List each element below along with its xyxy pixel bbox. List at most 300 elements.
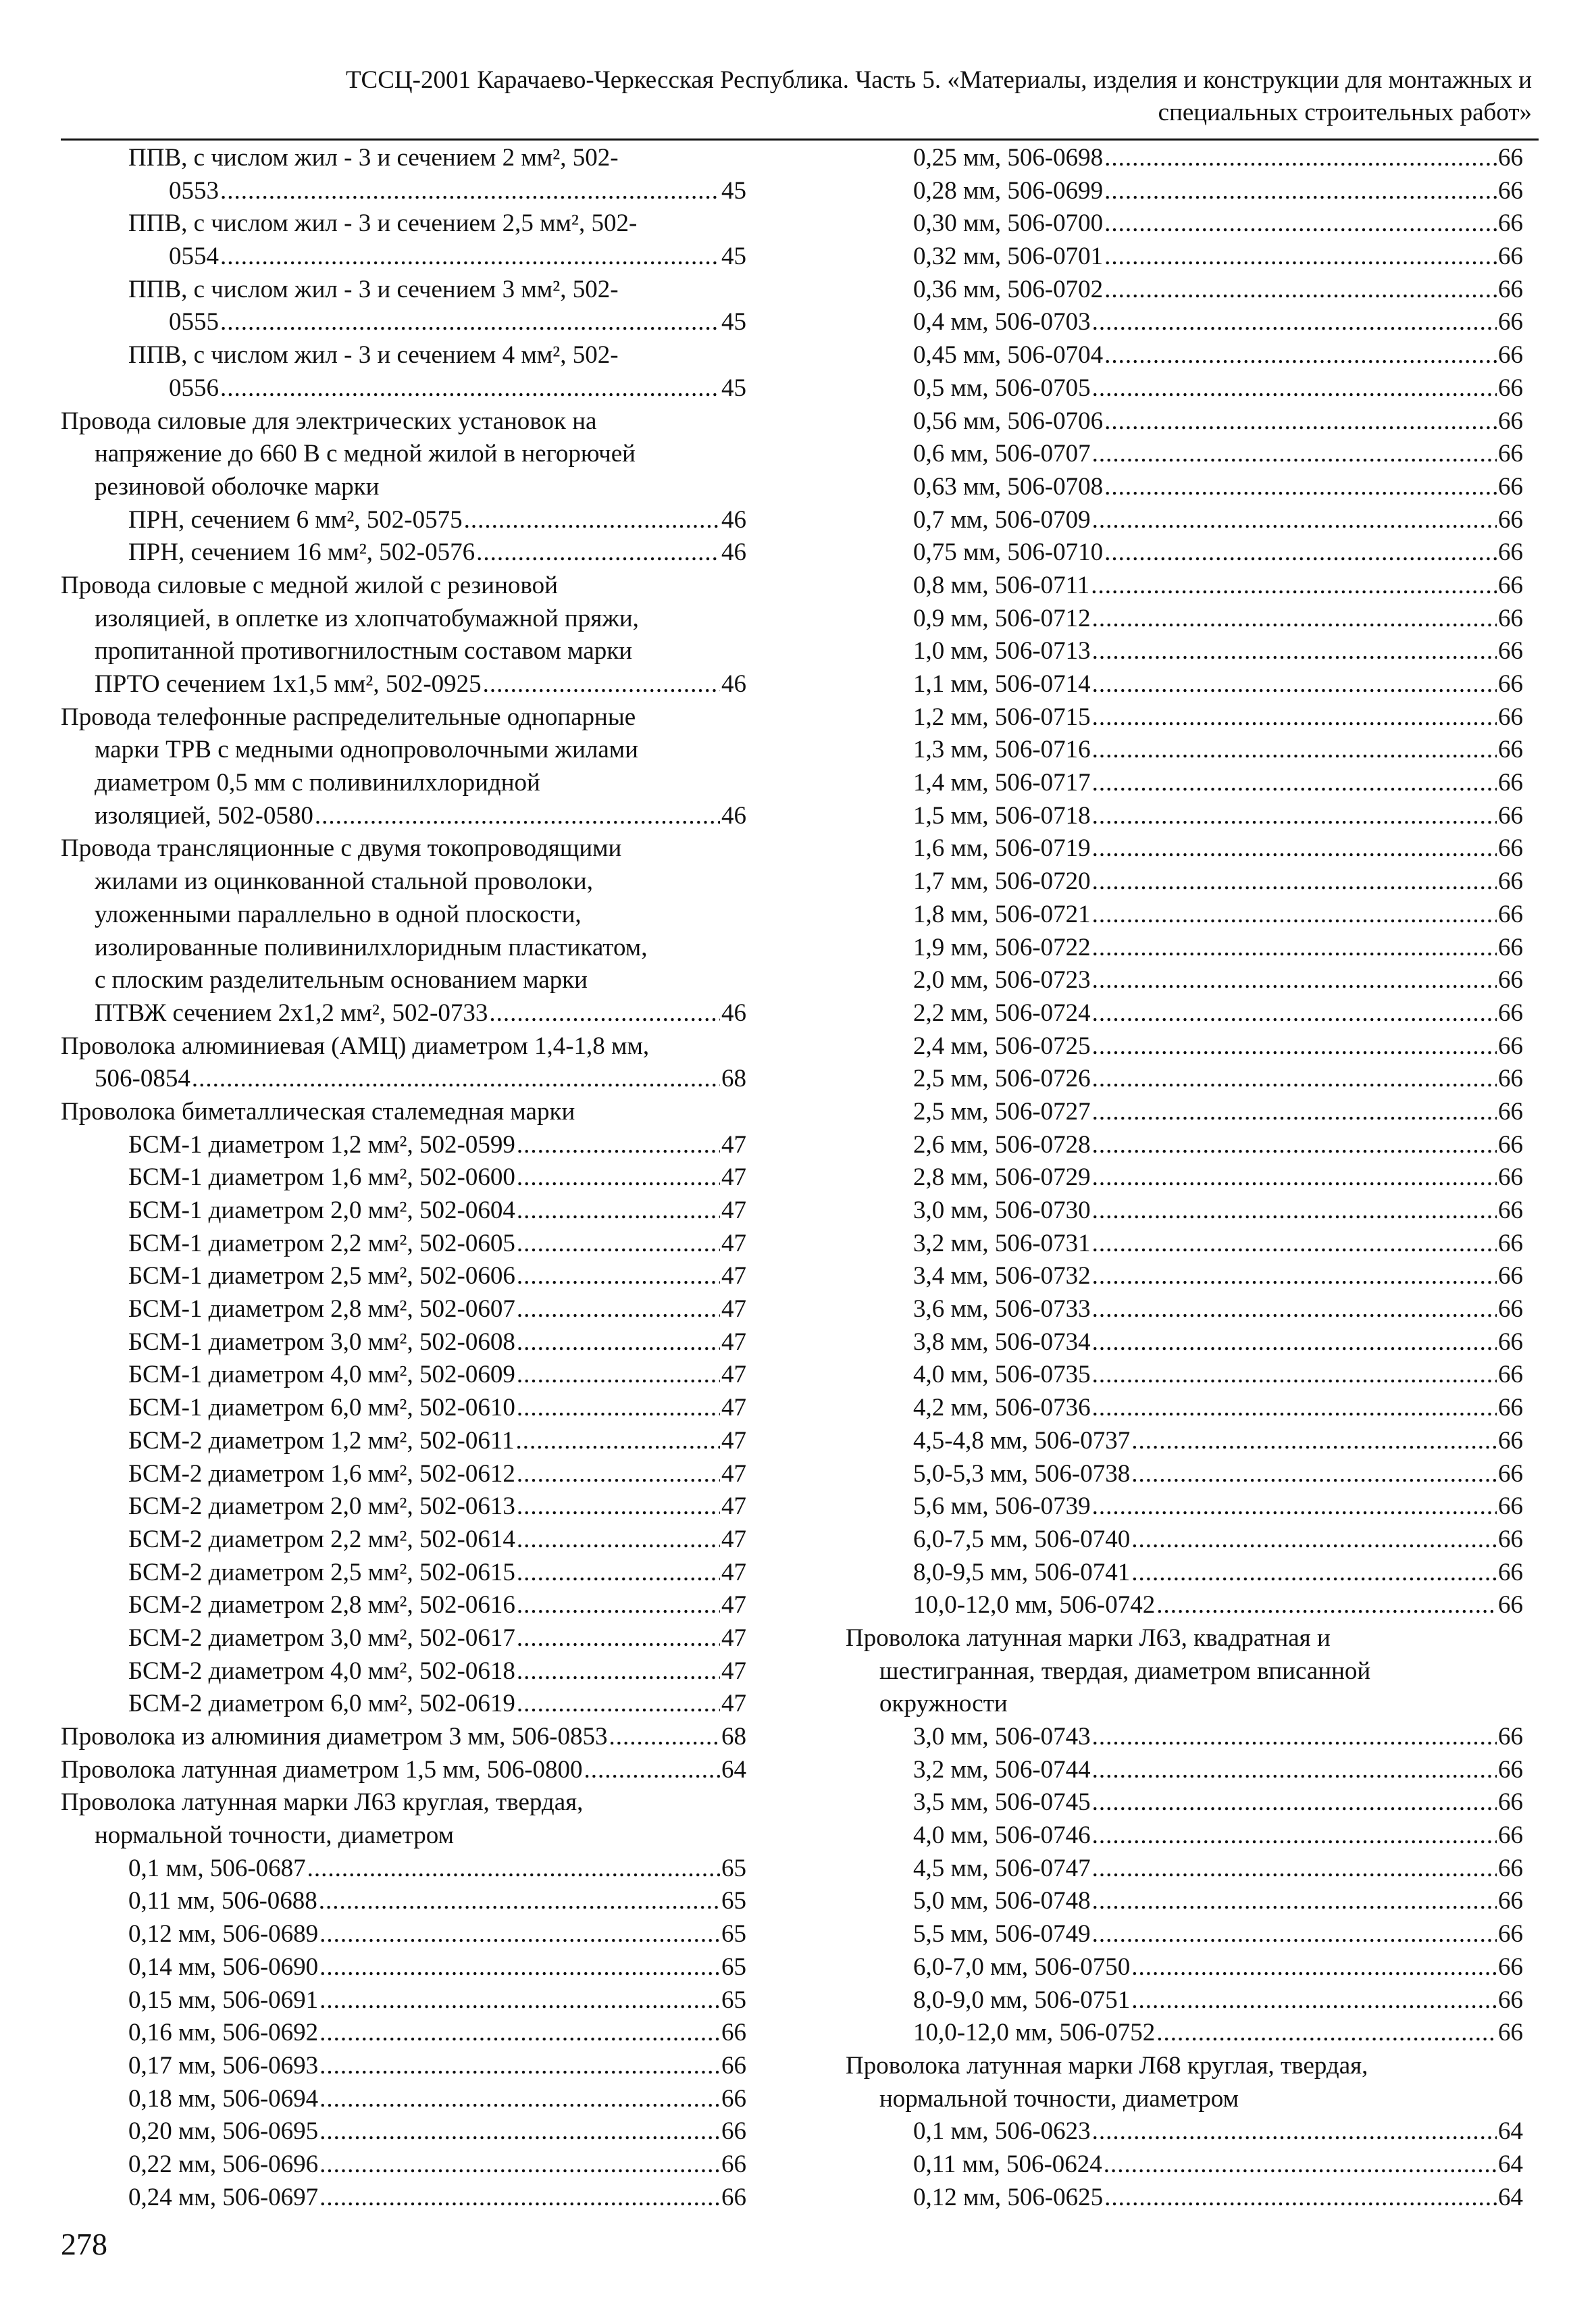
index-entry-page: 65 xyxy=(721,1887,746,1915)
index-entry-page: 66 xyxy=(721,2150,746,2178)
index-entry-page: 47 xyxy=(721,1558,746,1586)
index-entry-text: 10,0-12,0 мм, 506-0752 xyxy=(913,2019,1156,2047)
index-entry-page: 65 xyxy=(721,1953,746,1981)
index-entry xyxy=(846,1853,1523,1886)
index-entry-page: 66 xyxy=(1498,933,1523,961)
dot-leader xyxy=(1092,1161,1497,1194)
index-entry-page: 66 xyxy=(1498,505,1523,534)
index-entry xyxy=(846,1326,1523,1359)
index-entry-page: 66 xyxy=(1498,1065,1523,1093)
index-entry xyxy=(61,932,746,965)
index-entry-text: 0,16 мм, 506-0692 xyxy=(128,2019,319,2047)
index-entry-page: 66 xyxy=(721,2051,746,2080)
index-entry-page: 47 xyxy=(721,1262,746,1290)
dot-leader xyxy=(1092,865,1497,899)
index-entry xyxy=(61,372,746,405)
index-entry xyxy=(846,438,1523,471)
index-entry-text: диаметром 0,5 мм с поливинилхлоридной xyxy=(95,769,540,797)
index-entry xyxy=(846,767,1523,800)
index-entry-page: 66 xyxy=(1498,176,1523,205)
index-entry xyxy=(61,668,746,701)
dot-leader xyxy=(517,1228,720,1261)
index-entry xyxy=(61,1754,746,1787)
dot-leader xyxy=(1092,734,1497,767)
index-entry xyxy=(61,899,746,932)
dot-leader xyxy=(1092,964,1497,997)
index-entry xyxy=(846,504,1523,537)
index-entry-text: 0,28 мм, 506-0699 xyxy=(913,176,1104,205)
index-entry-page: 66 xyxy=(1498,703,1523,731)
index-entry xyxy=(846,1096,1523,1129)
index-entry-text: 0,1 мм, 506-0623 xyxy=(913,2117,1091,2146)
index-entry-page: 46 xyxy=(721,801,746,830)
index-entry xyxy=(61,2115,746,2148)
index-entry xyxy=(846,1721,1523,1754)
index-entry-page: 47 xyxy=(721,1197,746,1224)
index-entry xyxy=(61,767,746,800)
index-entry-page: 66 xyxy=(1498,604,1523,632)
index-entry-text: уложенными параллельно в одной плоскости, xyxy=(95,900,582,928)
index-entry-text: Проволока латунная марки Л68 круглая, твердая, xyxy=(846,2051,1368,2080)
dot-leader xyxy=(517,1194,720,1228)
index-entry-page: 66 xyxy=(1498,209,1523,238)
index-entry xyxy=(61,1524,746,1557)
index-entry-text: БСМ-2 диаметром 2,2 мм², 502-0614 xyxy=(128,1525,515,1553)
index-entry xyxy=(846,603,1523,636)
index-entry-text: 0,6 мм, 506-0707 xyxy=(913,440,1091,468)
dot-leader xyxy=(1092,800,1497,833)
index-entry xyxy=(846,1622,1523,1655)
index-entry-text: 0,8 мм, 506-0711 xyxy=(913,571,1090,599)
index-entry-text: 2,5 мм, 506-0727 xyxy=(913,1097,1091,1126)
index-entry-text: 2,0 мм, 506-0723 xyxy=(913,966,1091,995)
index-entry-text: Проволока биметаллическая сталемедная марки xyxy=(61,1097,575,1126)
index-entry-text: 3,8 мм, 506-0734 xyxy=(913,1328,1091,1356)
index-entry-text: БСМ-1 диаметром 2,8 мм², 502-0607 xyxy=(128,1295,515,1324)
index-entry-text: пропитанной противогнилостным составом марки xyxy=(95,637,633,665)
index-entry-page: 66 xyxy=(1498,2019,1523,2047)
index-entry-text: 0,56 мм, 506-0706 xyxy=(913,407,1104,435)
index-entry-text: 0554 xyxy=(169,243,219,271)
index-entry-text: 0,11 мм, 506-0688 xyxy=(128,1887,317,1915)
index-entry xyxy=(846,1984,1523,2017)
index-entry xyxy=(846,2083,1523,2116)
dot-leader xyxy=(1104,2182,1497,2215)
dot-leader xyxy=(1104,142,1497,175)
index-entry-page: 47 xyxy=(721,1426,746,1455)
index-entry-page: 64 xyxy=(721,1755,746,1784)
index-entry xyxy=(61,536,746,570)
index-entry-text: Провода трансляционные с двумя токопроводящими xyxy=(61,834,622,863)
index-entry-text: 1,9 мм, 506-0722 xyxy=(913,933,1091,961)
index-entry xyxy=(61,207,746,241)
index-entry-page: 45 xyxy=(721,374,746,402)
index-entry xyxy=(61,471,746,504)
index-entry-text: 0,12 мм, 506-0689 xyxy=(128,1920,319,1948)
index-entry-page: 64 xyxy=(1498,2183,1523,2211)
index-entry xyxy=(846,832,1523,865)
dot-leader xyxy=(1092,306,1497,339)
index-entry-page: 66 xyxy=(1498,1854,1523,1882)
index-entry-text: 0,63 мм, 506-0708 xyxy=(913,472,1104,501)
dot-leader xyxy=(515,1425,720,1458)
index-entry-page: 66 xyxy=(1498,374,1523,402)
dot-leader xyxy=(476,536,720,570)
index-entry-text: 1,2 мм, 506-0715 xyxy=(913,703,1091,731)
dot-leader xyxy=(1092,1359,1497,1392)
index-entry-text: 8,0-9,0 мм, 506-0751 xyxy=(913,1986,1131,2014)
index-entry xyxy=(61,2148,746,2182)
index-entry xyxy=(61,1425,746,1458)
index-entry xyxy=(61,1589,746,1622)
dot-leader xyxy=(307,1853,720,1886)
dot-leader xyxy=(1092,1194,1497,1228)
dot-leader xyxy=(1092,932,1497,965)
dot-leader xyxy=(1092,1326,1497,1359)
index-entry xyxy=(846,2115,1523,2148)
index-entry xyxy=(61,1326,746,1359)
index-entry xyxy=(61,997,746,1030)
dot-leader xyxy=(517,1622,720,1655)
index-entry-page: 66 xyxy=(1498,801,1523,830)
index-entry-text: нормальной точности, диаметром xyxy=(95,1821,455,1850)
dot-leader xyxy=(1092,767,1497,800)
index-entry-page: 66 xyxy=(1498,1788,1523,1817)
index-entry-page: 66 xyxy=(1498,1492,1523,1521)
index-entry-page: 66 xyxy=(1498,275,1523,303)
index-entry-text: 3,2 мм, 506-0731 xyxy=(913,1229,1091,1257)
index-entry xyxy=(846,997,1523,1030)
index-entry-page: 45 xyxy=(721,308,746,336)
dot-leader xyxy=(1092,832,1497,865)
dot-leader xyxy=(517,1688,720,1721)
dot-leader xyxy=(517,1557,720,1590)
index-entry-page: 66 xyxy=(1498,341,1523,370)
dot-leader xyxy=(319,2017,720,2050)
index-entry-page: 47 xyxy=(721,1591,746,1619)
index-entry xyxy=(61,306,746,339)
index-entry xyxy=(61,701,746,734)
index-entry-page: 47 xyxy=(721,1624,746,1652)
index-entry-text: 5,6 мм, 506-0739 xyxy=(913,1492,1091,1521)
dot-leader xyxy=(319,1918,720,1951)
dot-leader xyxy=(220,175,720,208)
index-entry xyxy=(846,1951,1523,1984)
index-entry-text: 4,2 мм, 506-0736 xyxy=(913,1394,1091,1422)
index-entry xyxy=(61,2017,746,2050)
index-entry xyxy=(846,1228,1523,1261)
index-entry xyxy=(846,1490,1523,1524)
index-entry xyxy=(61,1622,746,1655)
index-entry xyxy=(61,1819,746,1853)
dot-leader xyxy=(1092,1754,1497,1787)
index-entry-page: 66 xyxy=(1498,308,1523,336)
index-entry-text: 4,0 мм, 506-0735 xyxy=(913,1361,1091,1389)
dot-leader xyxy=(220,372,720,405)
index-entry-page: 66 xyxy=(1498,736,1523,764)
index-entry xyxy=(846,306,1523,339)
index-entry-page: 66 xyxy=(1498,144,1523,172)
index-entry-page: 66 xyxy=(1498,1426,1523,1455)
index-entry xyxy=(61,1557,746,1590)
index-entry xyxy=(61,504,746,537)
index-entry xyxy=(61,2050,746,2083)
index-entry-page: 47 xyxy=(721,1690,746,1718)
dot-leader xyxy=(1092,1063,1497,1096)
index-entry-text: ППВ, с числом жил - 3 и сечением 4 мм², 502- xyxy=(128,341,619,370)
index-entry-text: 0,18 мм, 506-0694 xyxy=(128,2084,319,2113)
index-entry-text: ППВ, с числом жил - 3 и сечением 3 мм², 502- xyxy=(128,275,619,303)
index-entry-text: Проволока алюминиевая (АМЦ) диаметром 1,4-1,8 мм, xyxy=(61,1032,650,1060)
index-entry-page: 47 xyxy=(721,1328,746,1356)
index-entry-text: 8,0-9,5 мм, 506-0741 xyxy=(913,1558,1131,1586)
index-entry xyxy=(846,635,1523,668)
index-entry-text: 0,15 мм, 506-0691 xyxy=(128,1986,319,2014)
dot-leader xyxy=(319,2182,720,2215)
index-entry xyxy=(61,1951,746,1984)
index-entry-text: 5,0 мм, 506-0748 xyxy=(913,1887,1091,1915)
index-entry xyxy=(846,1359,1523,1392)
index-entry xyxy=(846,1754,1523,1787)
index-entry-page: 47 xyxy=(721,1525,746,1553)
index-entry-page: 66 xyxy=(1498,1986,1523,2014)
index-entry-page: 65 xyxy=(721,1986,746,2014)
dot-leader xyxy=(319,2148,720,2182)
index-entry-text: 3,6 мм, 506-0733 xyxy=(913,1295,1091,1324)
dot-leader xyxy=(1092,701,1497,734)
dot-leader xyxy=(483,668,720,701)
index-entry-text: 2,5 мм, 506-0726 xyxy=(913,1065,1091,1093)
index-entry-text: 3,0 мм, 506-0730 xyxy=(913,1197,1091,1224)
index-entry-text: изолированные поливинилхлоридным пластикатом, xyxy=(95,933,648,961)
index-entry xyxy=(846,339,1523,372)
index-entry-page: 47 xyxy=(721,1657,746,1685)
dot-leader xyxy=(1092,1293,1497,1326)
index-entry xyxy=(846,1589,1523,1622)
index-entry-page: 47 xyxy=(721,1130,746,1159)
dot-leader xyxy=(1092,504,1497,537)
dot-leader xyxy=(1092,1853,1497,1886)
index-entry-page: 66 xyxy=(1498,1723,1523,1751)
index-entry xyxy=(846,241,1523,274)
index-entry-page: 46 xyxy=(721,505,746,534)
index-entry-page: 66 xyxy=(1498,1887,1523,1915)
index-entry xyxy=(61,734,746,767)
index-entry-text: шестигранная, твердая, диаметром вписанной xyxy=(879,1657,1371,1685)
dot-leader xyxy=(1131,1458,1497,1491)
index-entry xyxy=(61,142,746,175)
index-entry-text: 1,1 мм, 506-0714 xyxy=(913,670,1091,698)
index-entry-text: 506-0854 xyxy=(95,1065,190,1093)
index-entry xyxy=(61,1194,746,1228)
index-entry xyxy=(846,932,1523,965)
index-entry-page: 66 xyxy=(1498,1525,1523,1553)
index-entry-page: 47 xyxy=(721,1361,746,1389)
index-entry xyxy=(61,1293,746,1326)
index-entry xyxy=(846,405,1523,438)
dot-leader xyxy=(1092,2115,1497,2148)
index-entry-text: БСМ-2 диаметром 2,8 мм², 502-0616 xyxy=(128,1591,515,1619)
dot-leader xyxy=(319,1984,720,2017)
index-entry xyxy=(61,339,746,372)
index-entry-text: 1,7 мм, 506-0720 xyxy=(913,867,1091,896)
index-entry xyxy=(61,1885,746,1918)
dot-leader xyxy=(1156,1589,1497,1622)
index-entry-text: 0,25 мм, 506-0698 xyxy=(913,144,1104,172)
index-entry xyxy=(846,207,1523,241)
dot-leader xyxy=(1092,1129,1497,1162)
index-entry-text: БСМ-2 диаметром 2,5 мм², 502-0615 xyxy=(128,1558,515,1586)
index-entry-page: 68 xyxy=(721,1065,746,1093)
dot-leader xyxy=(517,1524,720,1557)
index-entry xyxy=(846,1392,1523,1425)
index-entry-text: БСМ-2 диаметром 4,0 мм², 502-0618 xyxy=(128,1657,515,1685)
index-entry-page: 66 xyxy=(1498,1361,1523,1389)
index-entry-page: 66 xyxy=(1498,1953,1523,1981)
index-entry-text: изоляцией, 502-0580 xyxy=(95,801,313,830)
dot-leader xyxy=(1092,668,1497,701)
index-entry xyxy=(61,832,746,865)
index-column-left xyxy=(61,142,746,2214)
index-entry xyxy=(846,800,1523,833)
index-entry xyxy=(846,1655,1523,1688)
index-entry-text: ППВ, с числом жил - 3 и сечением 2 мм², 502- xyxy=(128,144,619,172)
index-entry xyxy=(846,2182,1523,2215)
index-entry-text: БСМ-1 диаметром 4,0 мм², 502-0609 xyxy=(128,1361,515,1389)
index-entry-page: 47 xyxy=(721,1492,746,1521)
index-entry-page: 66 xyxy=(1498,407,1523,435)
index-entry xyxy=(846,2017,1523,2050)
index-entry xyxy=(61,1853,746,1886)
index-entry xyxy=(61,1918,746,1951)
index-entry-page: 66 xyxy=(1498,472,1523,501)
index-entry xyxy=(846,701,1523,734)
index-entry-text: 0,45 мм, 506-0704 xyxy=(913,341,1104,370)
index-entry xyxy=(846,1293,1523,1326)
index-entry-text: нормальной точности, диаметром xyxy=(879,2084,1239,2113)
index-entry xyxy=(61,2182,746,2215)
index-entry xyxy=(846,570,1523,603)
dot-leader xyxy=(1131,1557,1497,1590)
dot-leader xyxy=(517,1490,720,1524)
index-entry-page: 66 xyxy=(1498,571,1523,599)
dot-leader xyxy=(517,1589,720,1622)
index-entry-text: 2,2 мм, 506-0724 xyxy=(913,999,1091,1027)
index-entry xyxy=(61,1688,746,1721)
index-entry-text: 1,6 мм, 506-0719 xyxy=(913,834,1091,863)
dot-leader xyxy=(1092,1228,1497,1261)
index-entry xyxy=(61,800,746,833)
index-entry xyxy=(61,241,746,274)
dot-leader xyxy=(319,1951,720,1984)
index-entry-text: БСМ-1 диаметром 2,2 мм², 502-0605 xyxy=(128,1229,515,1257)
index-entry-text: окружности xyxy=(879,1690,1008,1718)
index-entry-page: 66 xyxy=(721,2084,746,2113)
running-header xyxy=(64,64,1532,129)
index-entry-page: 45 xyxy=(721,176,746,205)
index-entry xyxy=(61,1458,746,1491)
index-entry-page: 46 xyxy=(721,999,746,1027)
index-entry-text: 4,5-4,8 мм, 506-0737 xyxy=(913,1426,1131,1455)
index-entry-text: марки ТРВ с медными однопроволочными жилами xyxy=(95,736,638,764)
index-entry xyxy=(846,1425,1523,1458)
dot-leader xyxy=(1092,1786,1497,1819)
index-entry-text: Провода силовые с медной жилой с резиновой xyxy=(61,571,558,599)
index-entry-text: 5,0-5,3 мм, 506-0738 xyxy=(913,1459,1131,1488)
dot-leader xyxy=(1131,1951,1497,1984)
index-entry-text: жилами из оцинкованной стальной проволоки, xyxy=(95,867,593,896)
index-entry xyxy=(846,734,1523,767)
index-entry-text: БСМ-2 диаметром 2,0 мм², 502-0613 xyxy=(128,1492,515,1521)
index-entry-text: БСМ-2 диаметром 3,0 мм², 502-0617 xyxy=(128,1624,515,1652)
index-entry xyxy=(61,405,746,438)
index-entry-page: 66 xyxy=(1498,1130,1523,1159)
index-entry-text: 0,24 мм, 506-0697 xyxy=(128,2183,319,2211)
dot-leader xyxy=(1092,635,1497,668)
dot-leader xyxy=(1131,1425,1497,1458)
dot-leader xyxy=(1092,1819,1497,1853)
index-entry-page: 66 xyxy=(1498,1229,1523,1257)
index-entry-page: 66 xyxy=(721,2183,746,2211)
index-entry-text: Провода силовые для электрических установок на xyxy=(61,407,597,435)
dot-leader xyxy=(517,1458,720,1491)
index-entry-text: 0,4 мм, 506-0703 xyxy=(913,308,1091,336)
dot-leader xyxy=(1104,207,1497,241)
index-entry-page: 65 xyxy=(721,1920,746,1948)
dot-leader xyxy=(489,997,720,1030)
dot-leader xyxy=(517,1129,720,1162)
index-entry xyxy=(61,274,746,307)
dot-leader xyxy=(319,1885,720,1918)
dot-leader xyxy=(517,1655,720,1688)
index-entry-page: 45 xyxy=(721,243,746,271)
index-entry xyxy=(846,1786,1523,1819)
index-entry xyxy=(846,899,1523,932)
index-entry-text: 2,8 мм, 506-0729 xyxy=(913,1163,1091,1192)
index-entry-text: Проволока латунная марки Л63, квадратная и xyxy=(846,1624,1331,1652)
index-entry xyxy=(846,372,1523,405)
dot-leader xyxy=(1104,241,1497,274)
index-entry-text: Проволока латунная марки Л63 круглая, твердая, xyxy=(61,1788,584,1817)
index-entry-text: 4,0 мм, 506-0746 xyxy=(913,1821,1091,1850)
dot-leader xyxy=(192,1063,720,1096)
index-entry-text: 0,20 мм, 506-0695 xyxy=(128,2117,319,2146)
index-entry xyxy=(61,1359,746,1392)
dot-leader xyxy=(517,1293,720,1326)
index-entry-text: Провода телефонные распределительные однопарные xyxy=(61,703,636,731)
index-entry-page: 66 xyxy=(1498,1262,1523,1290)
index-entry xyxy=(846,1161,1523,1194)
index-entry xyxy=(846,2148,1523,2182)
index-entry-text: 0,36 мм, 506-0702 xyxy=(913,275,1104,303)
index-entry-text: 0,11 мм, 506-0624 xyxy=(913,2150,1102,2178)
index-entry xyxy=(61,1030,746,1063)
index-entry xyxy=(846,1194,1523,1228)
index-entry xyxy=(846,536,1523,570)
index-entry xyxy=(846,964,1523,997)
index-entry-text: 1,3 мм, 506-0716 xyxy=(913,736,1091,764)
index-entry xyxy=(61,635,746,668)
index-entry-text: БСМ-1 диаметром 3,0 мм², 502-0608 xyxy=(128,1328,515,1356)
index-entry-text: БСМ-2 диаметром 1,2 мм², 502-0611 xyxy=(128,1426,515,1455)
index-entry-page: 66 xyxy=(1498,1821,1523,1850)
dot-leader xyxy=(1092,1918,1497,1951)
dot-leader xyxy=(319,2083,720,2116)
index-entry xyxy=(61,964,746,997)
dot-leader xyxy=(1104,274,1497,307)
index-entry xyxy=(846,1885,1523,1918)
dot-leader xyxy=(1104,175,1497,208)
